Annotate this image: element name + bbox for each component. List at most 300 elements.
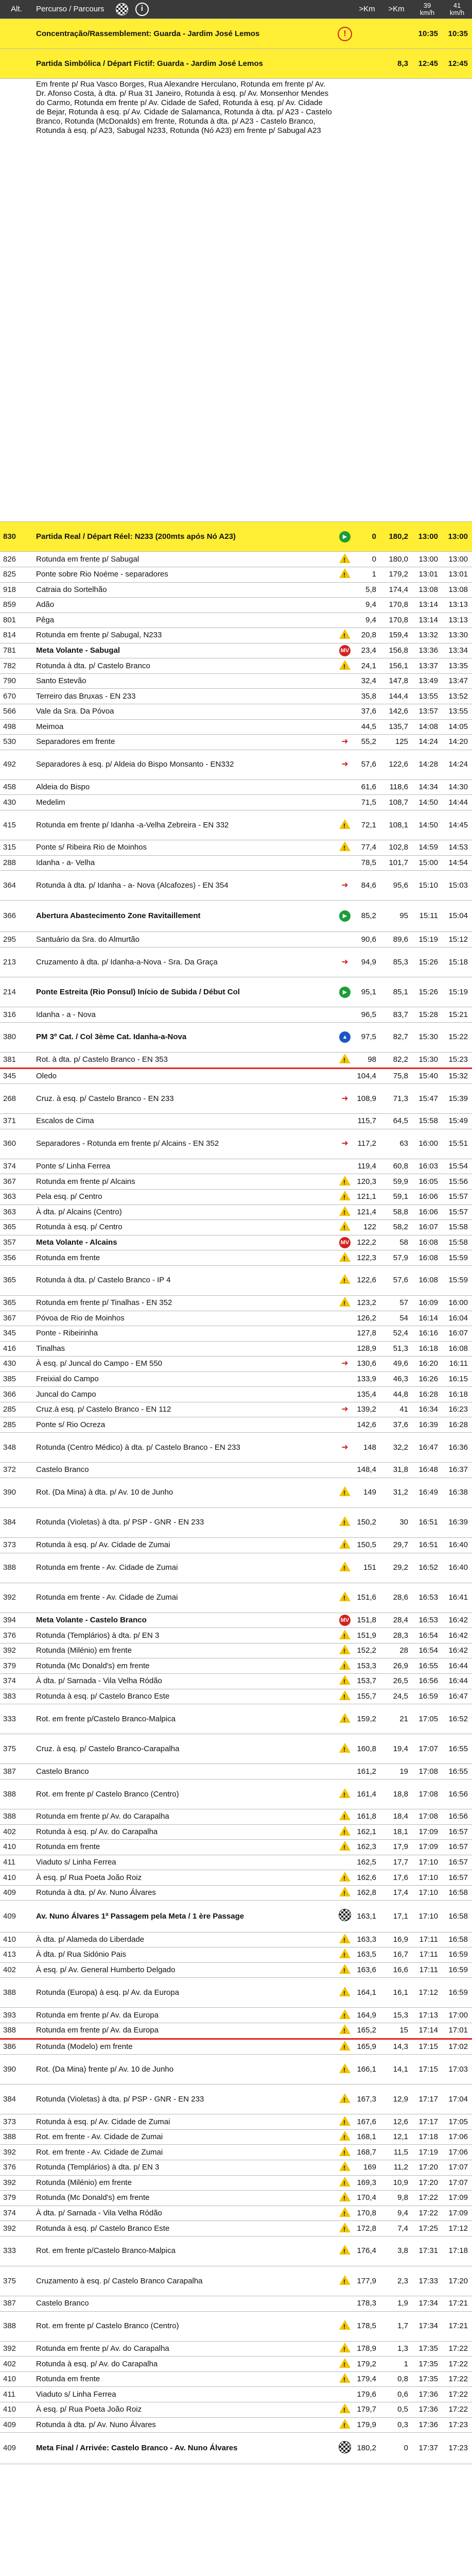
cell-km-to-go: 12,9 [380,2084,412,2114]
table-row [0,1507,472,1537]
cell-symbol [336,901,354,932]
warning-triangle-icon [339,2245,351,2255]
cell-symbol [336,947,354,977]
cell-time-41: 16:56 [442,1809,472,1825]
cell-alt: 416 [0,1341,33,1357]
cell-time-39: 15:30 [412,1052,442,1068]
cell-alt: 383 [0,1689,33,1704]
cell-symbol [336,1174,354,1190]
cell-time-39: 16:34 [412,1402,442,1417]
cell-km: 165,9 [354,2039,380,2055]
cell-time-39: 16:03 [412,1159,442,1174]
cell-km-to-go: 156,1 [380,658,412,674]
warning-triangle-icon [339,1964,351,1974]
cell-km-to-go: 12,6 [380,2114,412,2130]
warning-triangle-icon [339,1810,351,1820]
table-row [0,2175,472,2191]
cell-time-39: 17:11 [412,1947,442,1963]
cell-symbol [336,840,354,856]
header-km [354,0,380,19]
cell-route: Cruzamento à esq. p/ Castelo Branco Carapalha [33,2266,336,2296]
cell-km: 72,1 [354,810,380,840]
cell-km: 165,2 [354,2023,380,2039]
cell-alt: 782 [0,658,33,674]
cell-km: 151,9 [354,1628,380,1643]
cell-symbol [336,1433,354,1463]
cell-time-41: 16:40 [442,1553,472,1583]
cell-km-to-go: 3,8 [380,2236,412,2266]
table-row [0,1674,472,1689]
cell-time-39: 16:47 [412,1433,442,1463]
cell-symbol [336,689,354,704]
cell-time-39: 17:09 [412,1824,442,1840]
cell-km: 122,2 [354,1235,380,1250]
cell-time-41: 15:58 [442,1220,472,1235]
cell-time-39: 14:50 [412,795,442,810]
cell-route: Rotunda (Mc Donald's) em frente [33,2191,336,2206]
cell-km: 139,2 [354,1402,380,1417]
cell-time-39: 16:39 [412,1417,442,1433]
cell-time-41: 16:55 [442,1764,472,1780]
cell-km: 170,8 [354,2206,380,2221]
cell-alt: 409 [0,1901,33,1932]
cell-time-39 [412,79,442,522]
cell-route: PM 3º Cat. / Col 3ème Cat. Idanha-a-Nova [33,1022,336,1052]
cell-alt: 357 [0,1235,33,1250]
cell-route: Abertura Abastecimento Zone Ravitaillement [33,901,336,932]
cell-route: Viaduto s/ Linha Ferrea [33,1855,336,1870]
cell-route: À dta. p/ Rua Sidónio Pais [33,1947,336,1963]
cell-route: Rot. em frente p/ Castelo Branco (Centro) [33,1779,336,1809]
cell-symbol [336,855,354,871]
cell-route: Vale da Sra. Da Póvoa [33,704,336,720]
cell-time-41: 16:52 [442,1704,472,1734]
cell-km-to-go: 142,6 [380,704,412,720]
cell-time-41: 16:58 [442,1885,472,1901]
warning-triangle-icon [339,2343,351,2352]
cell-time-41: 16:00 [442,1295,472,1311]
table-row [0,2357,472,2372]
cell-km-to-go: 85,1 [380,977,412,1007]
table-row [0,2371,472,2387]
table-row [0,1689,472,1704]
cell-km-to-go: 170,8 [380,598,412,613]
table-row [0,49,472,79]
cell-route: À dta. p/ Alcains (Centro) [33,1205,336,1220]
cell-time-39: 16:08 [412,1265,442,1295]
table-row [0,2402,472,2418]
cell-time-41 [442,79,472,522]
cell-symbol [336,1265,354,1295]
cell-symbol [336,779,354,795]
cell-symbol [336,2221,354,2236]
warning-triangle-icon [339,2403,351,2413]
cell-km: 179,4 [354,2371,380,2387]
cell-alt: 365 [0,1220,33,1235]
cell-time-39: 13:14 [412,613,442,628]
cell-time-39: 12:45 [412,49,442,79]
cell-route: Cruzamento à dta. p/ Idanha-a-Nova - Sra. Da Graça [33,947,336,977]
cell-route: Castelo Branco [33,2296,336,2312]
table-row [0,1537,472,1553]
cell-route: Rotunda em frente [33,1840,336,1855]
cell-alt: 345 [0,1326,33,1342]
table-row [0,704,472,720]
cell-route: Rotunda em frente [33,2371,336,2387]
cell-route: Concentração/Rassemblement: Guarda - Jardim José Lemos [33,19,336,49]
cell-alt: 348 [0,1433,33,1463]
cell-km-to-go: 15,3 [380,2008,412,2023]
cell-time-41: 17:06 [442,2145,472,2160]
cell-time-39: 17:11 [412,1932,442,1947]
table-row [0,1643,472,1658]
cell-km: 123,2 [354,1295,380,1311]
cell-time-41: 13:55 [442,704,472,720]
cell-time-41: 13:00 [442,522,472,552]
cell-alt: 288 [0,855,33,871]
header-route [33,0,336,19]
cell-km: 179,9 [354,2417,380,2433]
cell-alt: 566 [0,704,33,720]
checkered-flag-icon [116,3,128,15]
cell-alt: 366 [0,901,33,932]
cell-route: Meta Final / Arrivée: Castelo Branco - Av. Nuno Álvares [33,2433,336,2464]
cell-km-to-go: 0 [380,2433,412,2464]
cell-symbol [336,2084,354,2114]
cell-time-41: 16:40 [442,1537,472,1553]
cell-km-to-go: 16,7 [380,1947,412,1963]
table-row [0,1114,472,1129]
cell-time-41: 16:55 [442,1734,472,1764]
cell-route: Ponte s/ Linha Ferrea [33,1159,336,1174]
cell-km-to-go: 95 [380,901,412,932]
cell-time-41: 14:45 [442,810,472,840]
cell-time-39: 17:15 [412,2039,442,2055]
cell-time-39: 17:12 [412,1978,442,2008]
cell-time-39: 16:51 [412,1507,442,1537]
table-row [0,1084,472,1114]
cell-symbol [336,750,354,779]
table-row [0,2160,472,2176]
cell-symbol [336,2341,354,2357]
cell-alt: 386 [0,2039,33,2055]
table-row [0,2055,472,2084]
cell-route: Rotunda à esq. p/ Centro [33,1220,336,1235]
table-row [0,613,472,628]
cell-time-39: 17:36 [412,2402,442,2418]
cell-symbol [336,79,354,522]
cell-symbol [336,2055,354,2084]
cell-route: Viaduto s/ Linha Ferrea [33,2387,336,2402]
cell-time-41: 16:42 [442,1613,472,1628]
cell-route: Santuário da Sra. do Almurtão [33,932,336,947]
cell-km: 178,5 [354,2311,380,2341]
cell-time-39: 17:36 [412,2387,442,2402]
cell-km-to-go: 58 [380,1235,412,1250]
cell-alt: 379 [0,2191,33,2206]
table-row [0,1478,472,1507]
warning-triangle-icon [339,1934,351,1943]
cell-symbol [336,1613,354,1628]
cell-time-41: 15:32 [442,1068,472,1084]
cell-alt: 388 [0,2023,33,2039]
cell-time-39: 17:35 [412,2341,442,2357]
cell-symbol [336,1068,354,1084]
table-row [0,1885,472,1901]
cell-time-39: 14:59 [412,840,442,856]
cell-symbol [336,2311,354,2341]
table-row [0,947,472,977]
cell-route: Rotunda (Milénio) em frente [33,1643,336,1658]
cell-km: 162,8 [354,1885,380,1901]
cell-km-to-go: 180,2 [380,522,412,552]
cell-km-to-go: 58,2 [380,1220,412,1235]
cell-symbol [336,1553,354,1583]
table-row [0,1311,472,1326]
cell-km-to-go: 19,4 [380,1734,412,1764]
cell-km: 142,6 [354,1417,380,1433]
cell-time-39: 15:00 [412,855,442,871]
cell-alt: 790 [0,673,33,689]
cell-route: Rotunda em frente p/ Av. do Carapalha [33,2341,336,2357]
cell-alt: 918 [0,582,33,598]
table-row [0,79,472,522]
cell-alt: 360 [0,1129,33,1159]
cell-km-to-go: 135,7 [380,719,412,735]
cell-km-to-go: 17,7 [380,1855,412,1870]
cell-alt: 375 [0,2266,33,2296]
cell-alt: 411 [0,1855,33,1870]
cell-km: 163,5 [354,1947,380,1963]
warning-triangle-icon [339,1486,351,1496]
cell-time-41: 15:57 [442,1205,472,1220]
cell-time-41: 14:44 [442,795,472,810]
cell-alt: 392 [0,2341,33,2357]
cell-time-41: 16:18 [442,1387,472,1402]
cell-km: 94,9 [354,947,380,977]
cell-time-39: 16:00 [412,1129,442,1159]
cell-alt: 376 [0,2160,33,2176]
cell-km-to-go: 95,6 [380,871,412,901]
warning-triangle-icon [339,1675,351,1685]
cell-time-39: 14:34 [412,779,442,795]
cell-alt: 214 [0,977,33,1007]
cell-km: 162,1 [354,1824,380,1840]
table-row [0,598,472,613]
cell-time-41: 14:05 [442,719,472,735]
table-row [0,1947,472,1963]
cell-alt: 364 [0,871,33,901]
cell-time-41: 16:42 [442,1628,472,1643]
cell-time-39: 16:48 [412,1463,442,1478]
cell-time-41: 16:04 [442,1311,472,1326]
cell-km: 168,1 [354,2129,380,2145]
cell-time-41: 17:02 [442,2039,472,2055]
cell-km-to-go: 71,3 [380,1084,412,1114]
cell-route: Rot. (Da Mina) frente p/ Av. 10 de Junho [33,2055,336,2084]
cell-time-39: 13:00 [412,552,442,567]
cell-km: 130,6 [354,1357,380,1372]
warning-triangle-icon [339,1176,351,1185]
cell-km-to-go: 144,4 [380,689,412,704]
warning-triangle-icon [339,2320,351,2330]
cell-route: Rotunda em frente p/ Alcains [33,1174,336,1190]
cell-alt: 392 [0,1583,33,1613]
cell-route: Ponte s/ Rio Ocreza [33,1417,336,1433]
cell-km-to-go: 82,2 [380,1052,412,1068]
warning-triangle-icon [339,2116,351,2126]
cell-alt [0,79,33,522]
cell-route: Rotunda à esq. p/ Av. Cidade de Zumai [33,1537,336,1553]
cell-km: 95,1 [354,977,380,1007]
cell-symbol [336,49,354,79]
cell-time-39: 16:20 [412,1357,442,1372]
cell-km-to-go: 14,3 [380,2039,412,2055]
warning-triangle-icon [339,1987,351,1996]
cell-km: 161,2 [354,1764,380,1780]
cell-time-39: 16:18 [412,1341,442,1357]
cell-alt: 830 [0,522,33,552]
cell-alt: 373 [0,1537,33,1553]
cell-alt: 410 [0,1932,33,1947]
cell-alt: 333 [0,1704,33,1734]
cell-symbol [336,1159,354,1174]
table-row [0,1809,472,1825]
cell-symbol [336,977,354,1007]
cell-time-41: 13:00 [442,552,472,567]
cell-route: Rotunda à esq. p/ Castelo Branco Este [33,2221,336,2236]
cell-symbol [336,1658,354,1674]
cell-time-41: 13:34 [442,643,472,658]
cell-alt: 366 [0,1387,33,1402]
cell-time-39: 15:30 [412,1022,442,1052]
cell-symbol [336,2175,354,2191]
cell-km-to-go: 15 [380,2023,412,2039]
cell-time-39: 16:53 [412,1613,442,1628]
cell-time-41: 16:11 [442,1357,472,1372]
sprint-icon: MV [339,1237,351,1248]
cell-time-41: 16:58 [442,1932,472,1947]
cell-alt: 390 [0,2055,33,2084]
cell-time-41: 15:18 [442,947,472,977]
warning-triangle-icon [339,2419,351,2429]
cell-time-41: 17:12 [442,2221,472,2236]
cell-route: Freixial do Campo [33,1371,336,1387]
cell-time-39: 16:59 [412,1689,442,1704]
cell-time-39: 14:08 [412,719,442,735]
cell-symbol [336,598,354,613]
header-km-label: Km [363,5,375,13]
cell-time-39: 13:37 [412,658,442,674]
cell-time-41: 17:09 [442,2191,472,2206]
cell-symbol [336,2357,354,2372]
cell-km: 122,3 [354,1250,380,1266]
cell-km-to-go: 83,7 [380,1007,412,1023]
cell-km-to-go: 18,1 [380,1824,412,1840]
cell-route: Escalos de Cima [33,1114,336,1129]
cell-km: 178,9 [354,2341,380,2357]
cell-route: Pela esq. p/ Centro [33,1190,336,1205]
table-row [0,1357,472,1372]
cell-route: Meta Volante - Sabugal [33,643,336,658]
cell-time-41: 17:22 [442,2387,472,2402]
cell-alt: 415 [0,810,33,840]
cell-km-to-go: 174,4 [380,582,412,598]
cell-time-41: 16:07 [442,1326,472,1342]
cell-alt: 381 [0,1052,33,1068]
cell-time-41: 17:22 [442,2402,472,2418]
cell-time-39: 17:20 [412,2175,442,2191]
cell-route: Rot. em frente p/ Castelo Branco (Centro) [33,2311,336,2341]
table-row [0,1205,472,1220]
cell-km-to-go: 17,6 [380,1870,412,1886]
cell-time-39: 16:06 [412,1205,442,1220]
cell-time-41: 16:28 [442,1417,472,1433]
cell-alt: 402 [0,1824,33,1840]
cell-km-to-go: 26,5 [380,1674,412,1689]
cell-time-39: 15:26 [412,947,442,977]
cell-km-to-go: 11,2 [380,2160,412,2176]
cell-km: 98 [354,1052,380,1068]
cell-km: 20,8 [354,628,380,643]
cell-time-41: 17:09 [442,2206,472,2221]
cell-km-to-go: 156,8 [380,643,412,658]
warning-triangle-icon [339,2192,351,2201]
cell-route: Oledo [33,1068,336,1084]
warning-triangle-icon [339,2161,351,2171]
table-row [0,689,472,704]
turn-arrow-icon: ➜ [341,1094,348,1103]
table-row [0,2191,472,2206]
cell-km: 24,1 [354,658,380,674]
cell-route: Meimoa [33,719,336,735]
turn-arrow-icon: ➜ [341,1359,348,1368]
cell-time-39: 17:10 [412,1901,442,1932]
cell-km-to-go: 17,9 [380,1840,412,1855]
cell-km-to-go: 9,4 [380,2206,412,2221]
cell-route: Ponte Estreita (Rio Ponsul) Início de Subida / Début Col [33,977,336,1007]
cell-time-39: 13:08 [412,582,442,598]
table-header [0,0,472,19]
cell-alt: 295 [0,932,33,947]
cell-symbol [336,2417,354,2433]
cell-km-to-go: 57,9 [380,1250,412,1266]
cell-time-39: 16:08 [412,1250,442,1266]
cell-km: 119,4 [354,1159,380,1174]
cell-km-to-go: 118,6 [380,779,412,795]
cell-km-to-go: 159,4 [380,628,412,643]
cell-time-41: 13:13 [442,598,472,613]
cell-km: 180,2 [354,2433,380,2464]
cell-alt: 315 [0,840,33,856]
cell-time-41: 10:35 [442,19,472,49]
cell-route: Partida Real / Départ Réel: N233 (200mts após Nó A23) [33,522,336,552]
cell-route: Castelo Branco [33,1463,336,1478]
cell-time-41: 15:22 [442,1022,472,1052]
cell-symbol [336,19,354,49]
cell-alt: 393 [0,2008,33,2023]
cell-time-39: 16:06 [412,1190,442,1205]
cell-km-to-go: 29,7 [380,1537,412,1553]
cell-km: 153,7 [354,1674,380,1689]
cell-symbol [336,613,354,628]
table-row [0,810,472,840]
cell-time-41: 16:57 [442,1870,472,1886]
warning-triangle-icon [339,1274,351,1284]
cell-time-41: 13:30 [442,628,472,643]
cell-alt: 387 [0,1764,33,1780]
cell-time-41: 16:42 [442,1643,472,1658]
